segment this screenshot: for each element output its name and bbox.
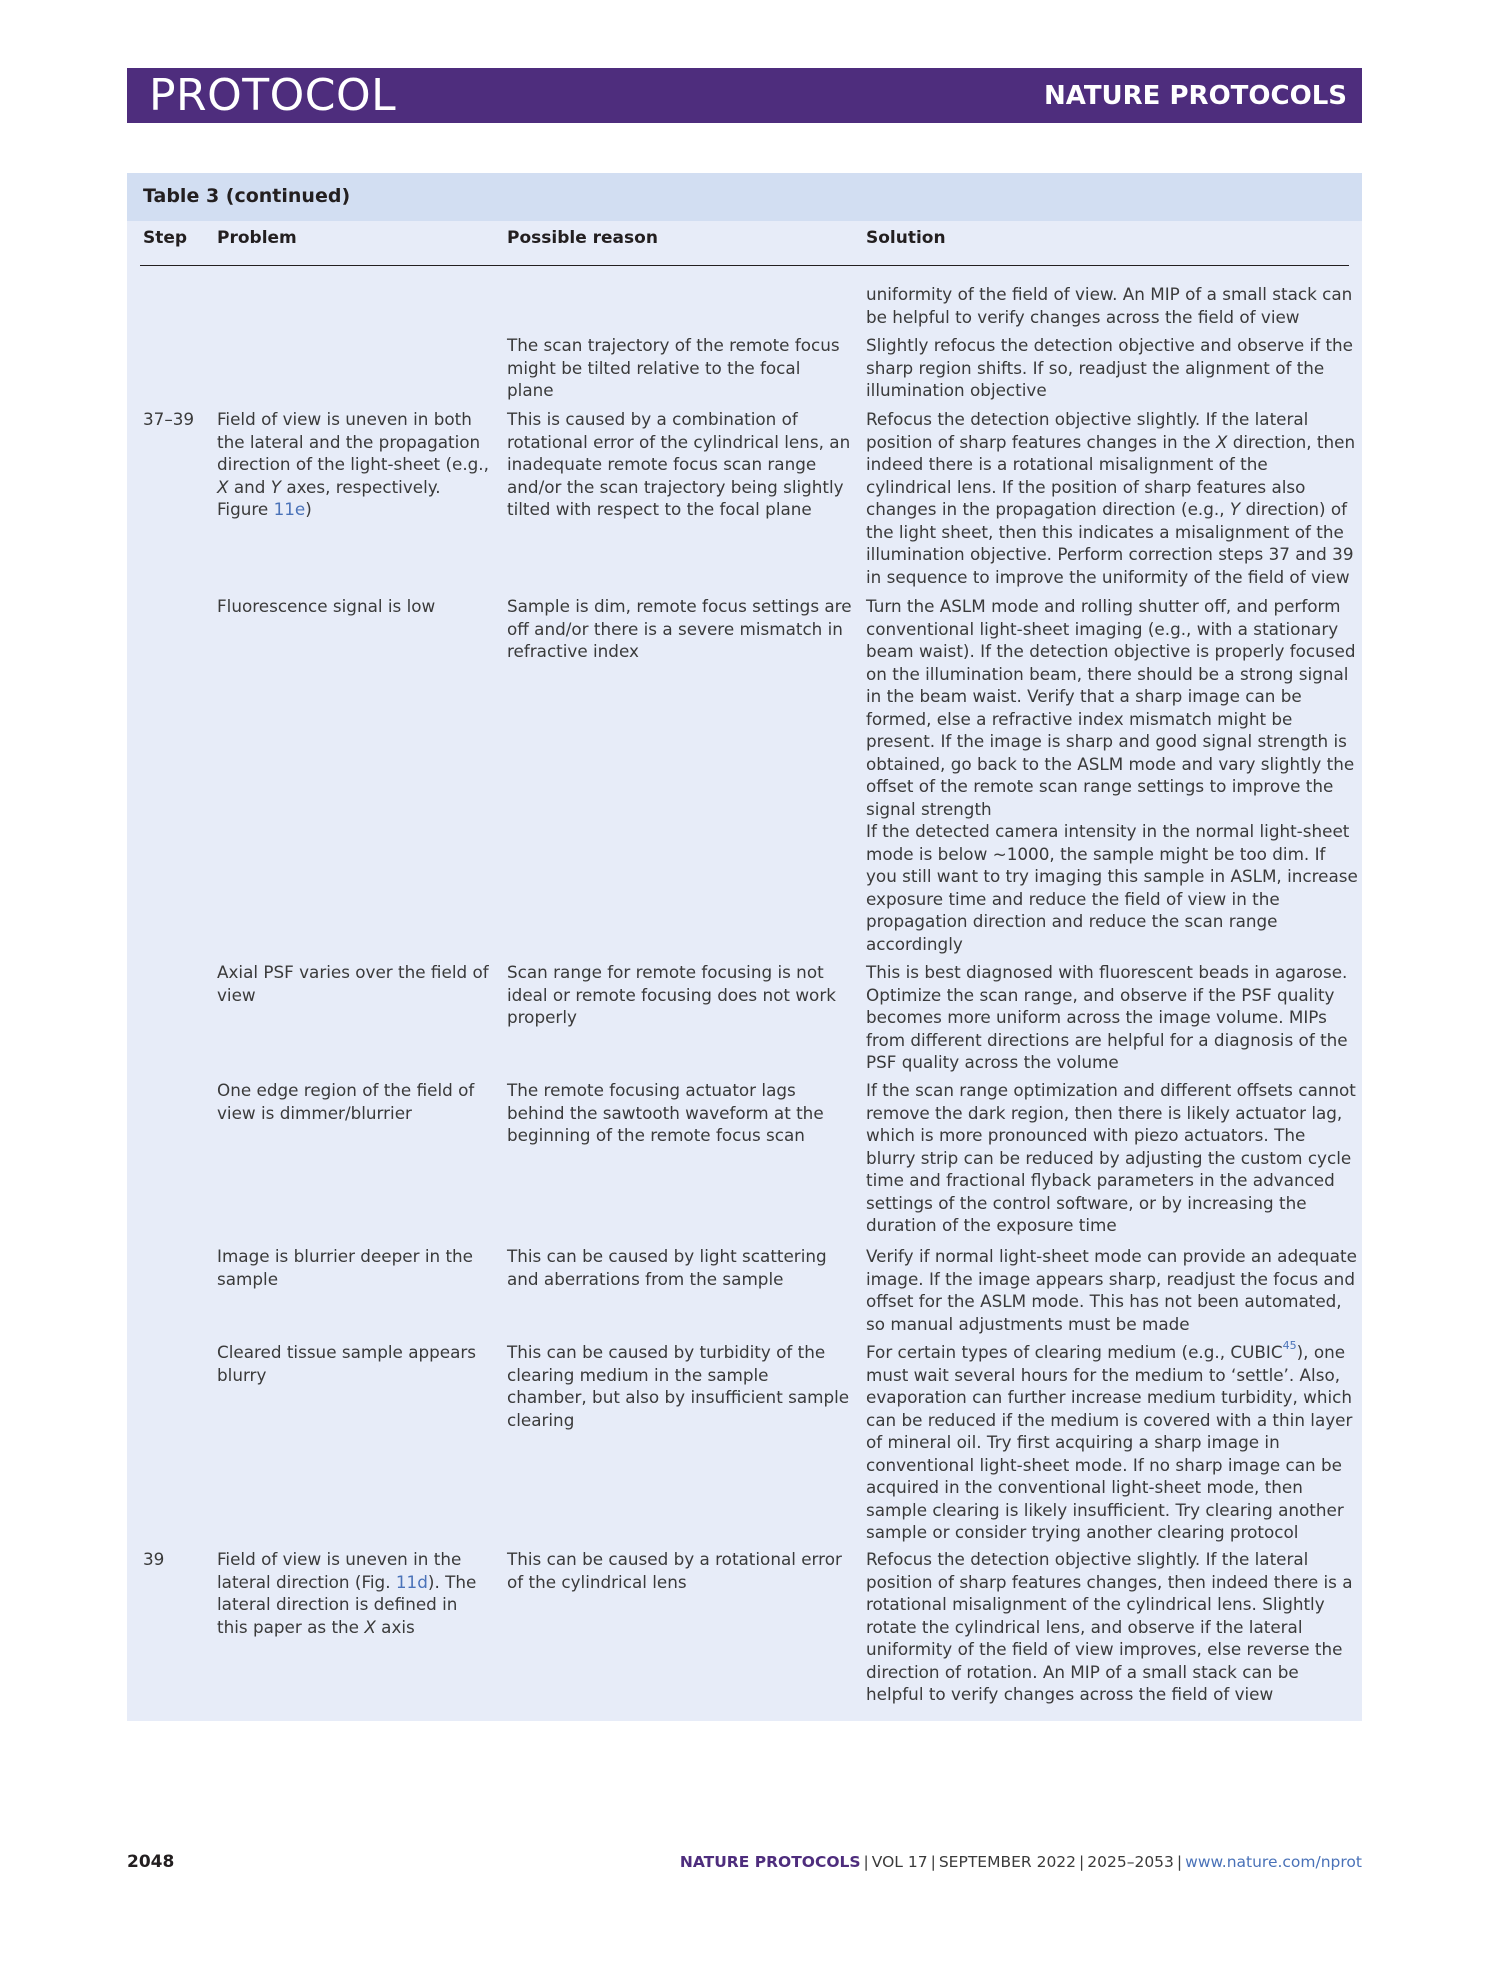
row-5-solution: If the scan range optimization and different offsets cannot remove the dark region, then there is likely actuator lag, which is more pronounced with piezo actuators. The blurry strip can be reduced by adjusting the custom cycle time and fractional flyback parameters in the advanced settings of the control software, or by increasing the duration of the exposure time [866, 1080, 1356, 1235]
figure-11d-link[interactable]: 11d [395, 1571, 428, 1592]
footer-url-link[interactable]: www.nature.com/nprot [1185, 1853, 1362, 1871]
journal-name: NATURE PROTOCOLS [1043, 81, 1347, 111]
row-2-problem: Field of view is uneven in both the lateral and the propagation direction of the light-sheet (e.g., X and Y axes, respectively. Figure 11e) [217, 409, 489, 519]
row-7-reason: This can be caused by turbidity of the clearing medium in the sample chamber, but also by insufficient sample clearing [507, 1342, 850, 1430]
row-7-problem: Cleared tissue sample appears blurry [217, 1342, 477, 1385]
row-0-solution: uniformity of the field of view. An MIP of a small stack can be helpful to verify changes across the field of view [866, 284, 1353, 327]
row-2-step: 37–39 [143, 409, 195, 429]
row-7-solution: For certain types of clearing medium (e.g., CUBIC$^{45}$), one must wait several hours for the medium to ‘settle’. Also, evaporation can further increase medium turbidity, which can be reduced if the medium is covered with a thin layer of mineral oil. Try first acquiring a sharp image in conventional light-sheet mode. If no sharp image can be acquired in the conventional light-sheet mode, then sample clearing is likely insufficient. Try clearing another sample or consider trying another clearing protocol [866, 1339, 1353, 1542]
section-label: PROTOCOL [149, 70, 397, 121]
column-header-problem: Problem [217, 228, 297, 248]
row-6-problem: Image is blurrier deeper in the sample [217, 1246, 473, 1289]
reference-45-link[interactable]: 45 [1282, 1339, 1297, 1353]
header-banner [127, 68, 1362, 123]
row-4-reason: Scan range for remote focusing is not ideal or remote focusing does not work properly [507, 962, 836, 1027]
row-1-reason: The scan trajectory of the remote focus might be tilted relative to the focal plane [507, 335, 840, 400]
row-4-problem: Axial PSF varies over the field of view [217, 962, 489, 1005]
row-8-solution: Refocus the detection objective slightly. If the lateral position of sharp features changes, then indeed there is a rotational misalignment of the cylindrical lens. Slightly rotate the cylindrical lens, and observe if the lateral uniformity of the field of view improves, else reverse the direction of rotation. An MIP of a small stack can be helpful to verify changes across the field of view [866, 1549, 1353, 1704]
figure-11e-link[interactable]: 11e [273, 499, 306, 519]
row-3-reason: Sample is dim, remote focus settings are off and/or there is a severe mismatch in refractive index [507, 596, 852, 661]
row-3-problem: Fluorescence signal is low [217, 596, 436, 616]
row-2-solution: Refocus the detection objective slightly. If the lateral position of sharp features changes in the X direction, then indeed there is a rotational misalignment of the cylindrical lens. If the position of sharp features also changes in the propagation direction (e.g., Y direction) of the light sheet, then this indicates a misalignment of the illumination objective. Perform correction steps 37 and 39 in sequence to improve the uniformity of the field of view [866, 409, 1356, 587]
row-6-solution: Verify if normal light-sheet mode can provide an adequate image. If the image appears sharp, readjust the focus and offset for the ASLM mode. This has not been automated, so manual adjustments must be made [866, 1246, 1357, 1334]
footer-pages: 2025–2053 [1087, 1853, 1174, 1871]
row-6-reason: This can be caused by light scattering and aberrations from the sample [507, 1246, 827, 1289]
footer-journal: NATURE PROTOCOLS [679, 1853, 861, 1871]
table-title: Table 3 (continued) [143, 185, 351, 207]
row-2-reason: This is caused by a combination of rotational error of the cylindrical lens, an inadequate remote focus scan range and/or the scan trajectory being slightly tilted with respect to the focal plane [507, 409, 851, 519]
table-title-bar [127, 173, 1362, 221]
page-number: 2048 [127, 1852, 175, 1872]
row-3-solution: Turn the ASLM mode and rolling shutter off, and perform conventional light-sheet imaging (e.g., with a stationary beam waist). If the detection objective is properly focused on the illumination beam, there should be a strong signal in the beam waist. Verify that a sharp image can be formed, else a refractive index mismatch might be present. If the image is sharp and good signal strength is obtained, go back to the ASLM mode and vary slightly the offset of the remote scan range settings to improve the signal strength If the detected camera intensity in the normal light-sheet mode is below ~1000, the sample might be too dim. If you still want to try imaging this sample in ASLM, increase exposure time and reduce the field of view in the propagation direction and reduce the scan range accordingly [866, 596, 1358, 954]
footer-volume: VOL 17 [871, 1853, 928, 1871]
footer-date: SEPTEMBER 2022 [938, 1853, 1077, 1871]
column-header-solution: Solution [866, 228, 946, 248]
row-5-problem: One edge region of the field of view is dimmer/blurrier [217, 1080, 475, 1123]
row-1-solution: Slightly refocus the detection objective and observe if the sharp region shifts. If so, readjust the alignment of the illumination objective [866, 335, 1353, 400]
row-8-problem: Field of view is uneven in the lateral direction (Fig. 11d). The lateral direction is defined in this paper as the X axis [217, 1549, 477, 1637]
row-4-solution: This is best diagnosed with fluorescent beads in agarose. Optimize the scan range, and observe if the PSF quality becomes more uniform across the image volume. MIPs from different directions are helpful for a diagnosis of the PSF quality across the volume [866, 962, 1348, 1072]
row-8-step: 39 [143, 1549, 165, 1569]
troubleshooting-table [127, 173, 1362, 1721]
column-header-step: Step [143, 228, 188, 248]
row-5-reason: The remote focusing actuator lags behind the sawtooth waveform at the beginning of the remote focus scan [507, 1080, 824, 1145]
row-8-reason: This can be caused by a rotational error of the cylindrical lens [507, 1549, 842, 1592]
footer-citation: NATURE PROTOCOLS | VOL 17 | SEPTEMBER 2022 | 2025–2053 | www.nature.com/nprot [679, 1853, 1362, 1871]
header-rule [140, 265, 1349, 266]
column-header-reason: Possible reason [507, 228, 658, 248]
